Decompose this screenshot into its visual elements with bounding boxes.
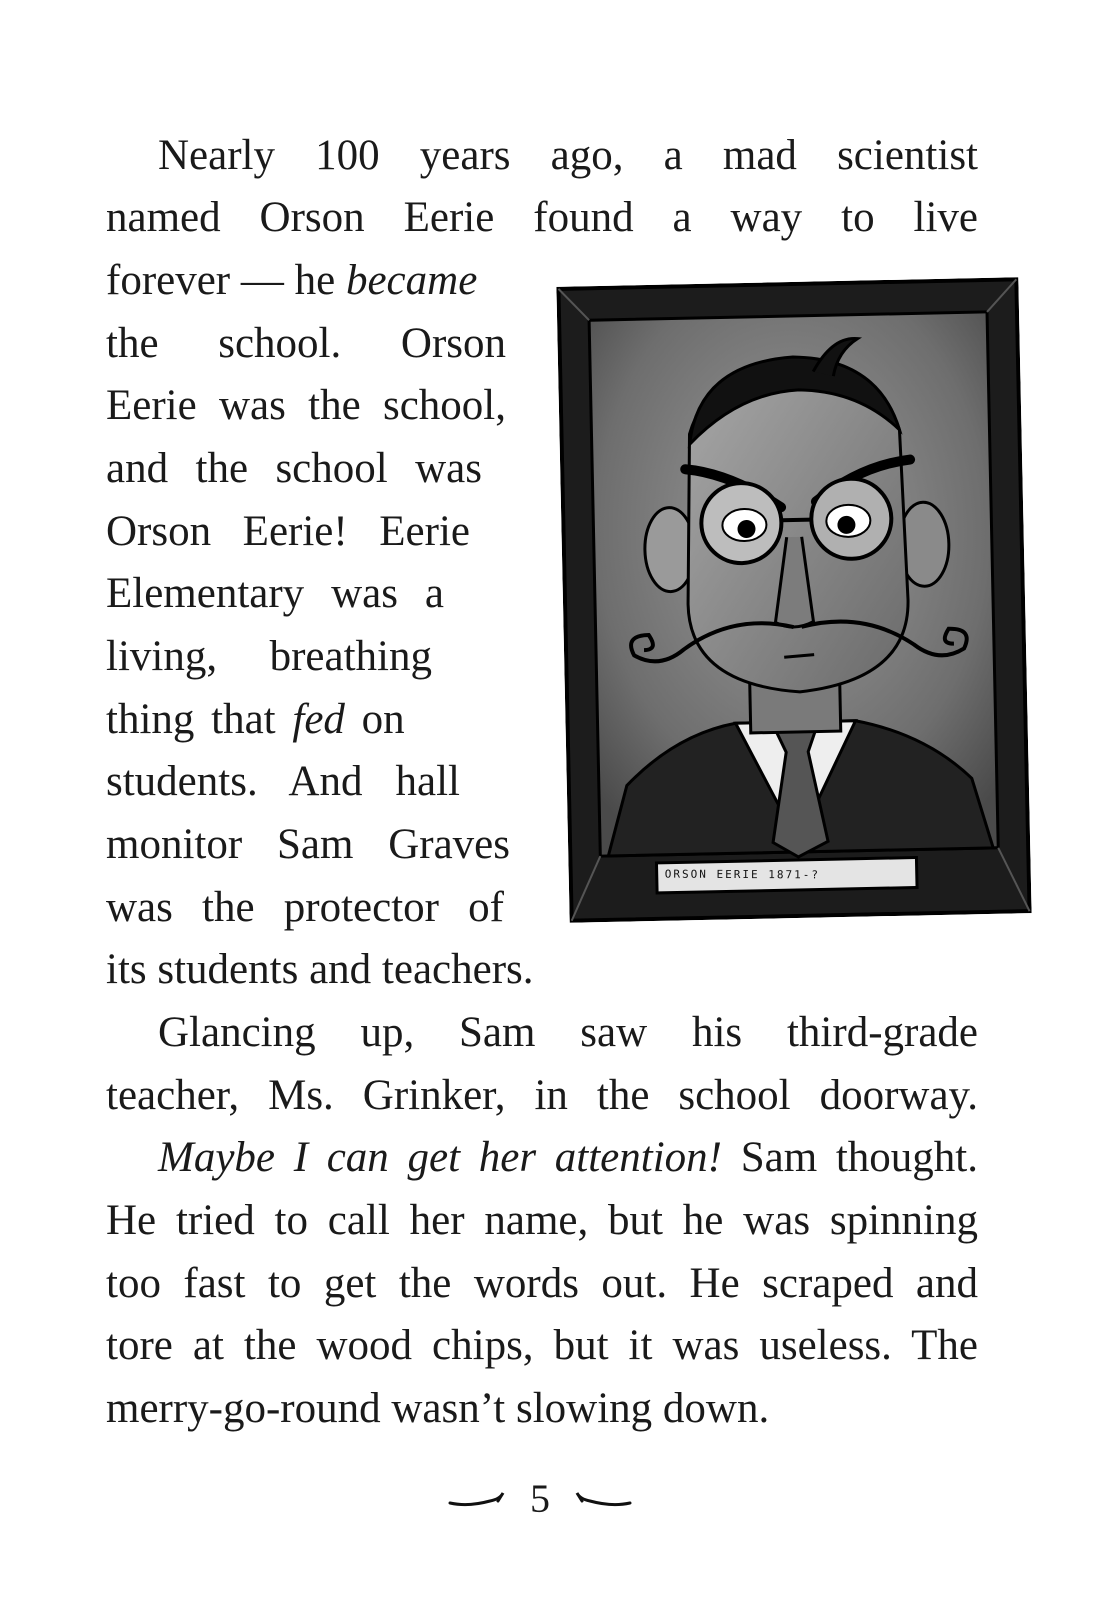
- plaque-label: ORSON EERIE 1871-?: [664, 867, 821, 882]
- text-line: students. And hall: [106, 758, 460, 805]
- emphasis-text: became: [345, 257, 478, 304]
- text-line: too fast to get the words out. He scraped and: [106, 1260, 978, 1307]
- text-line: Nearly 100 years ago, a mad scientist: [158, 132, 978, 179]
- text-span: on: [344, 696, 405, 743]
- left-ornament-icon: [448, 1489, 508, 1509]
- text-line: Eerie was the school,: [106, 382, 506, 429]
- portrait-illustration: [556, 277, 1031, 923]
- text-line: [158, 1128, 978, 1188]
- text-span: thing that: [106, 696, 293, 743]
- text-line: He tried to call her name, but he was spinning: [106, 1197, 978, 1244]
- text-line: the school. Orson: [106, 320, 506, 367]
- page-number: 5: [530, 1475, 550, 1521]
- text-line: its students and teachers.: [106, 946, 534, 993]
- portrait-drawing: [556, 277, 1031, 923]
- text-line: was the protector of: [106, 884, 504, 931]
- text-line: [106, 690, 405, 750]
- emphasis-text: fed: [292, 696, 345, 743]
- text-line: monitor Sam Graves: [106, 821, 510, 868]
- text-line: tore at the wood chips, but it was useless. The: [106, 1322, 978, 1369]
- text-line: Elementary was a: [106, 570, 444, 617]
- text-line: merry-go-round wasn’t slowing down.: [106, 1385, 770, 1432]
- page-number-footer: [0, 1470, 1080, 1524]
- text-line: named Orson Eerie found a way to live: [106, 194, 978, 241]
- right-ornament-icon: [572, 1489, 632, 1509]
- text-line: Orson Eerie! Eerie: [106, 508, 470, 555]
- text-line: [106, 251, 477, 311]
- text-line: living, breathing: [106, 633, 432, 680]
- emphasis-text: Maybe I can get her attention!: [158, 1134, 722, 1181]
- text-span: Sam thought.: [721, 1134, 978, 1181]
- text-span: forever — he: [106, 257, 346, 304]
- text-line: teacher, Ms. Grinker, in the school doorway.: [106, 1072, 978, 1119]
- text-line: and the school was: [106, 445, 482, 492]
- text-line: Glancing up, Sam saw his third-grade: [158, 1009, 978, 1056]
